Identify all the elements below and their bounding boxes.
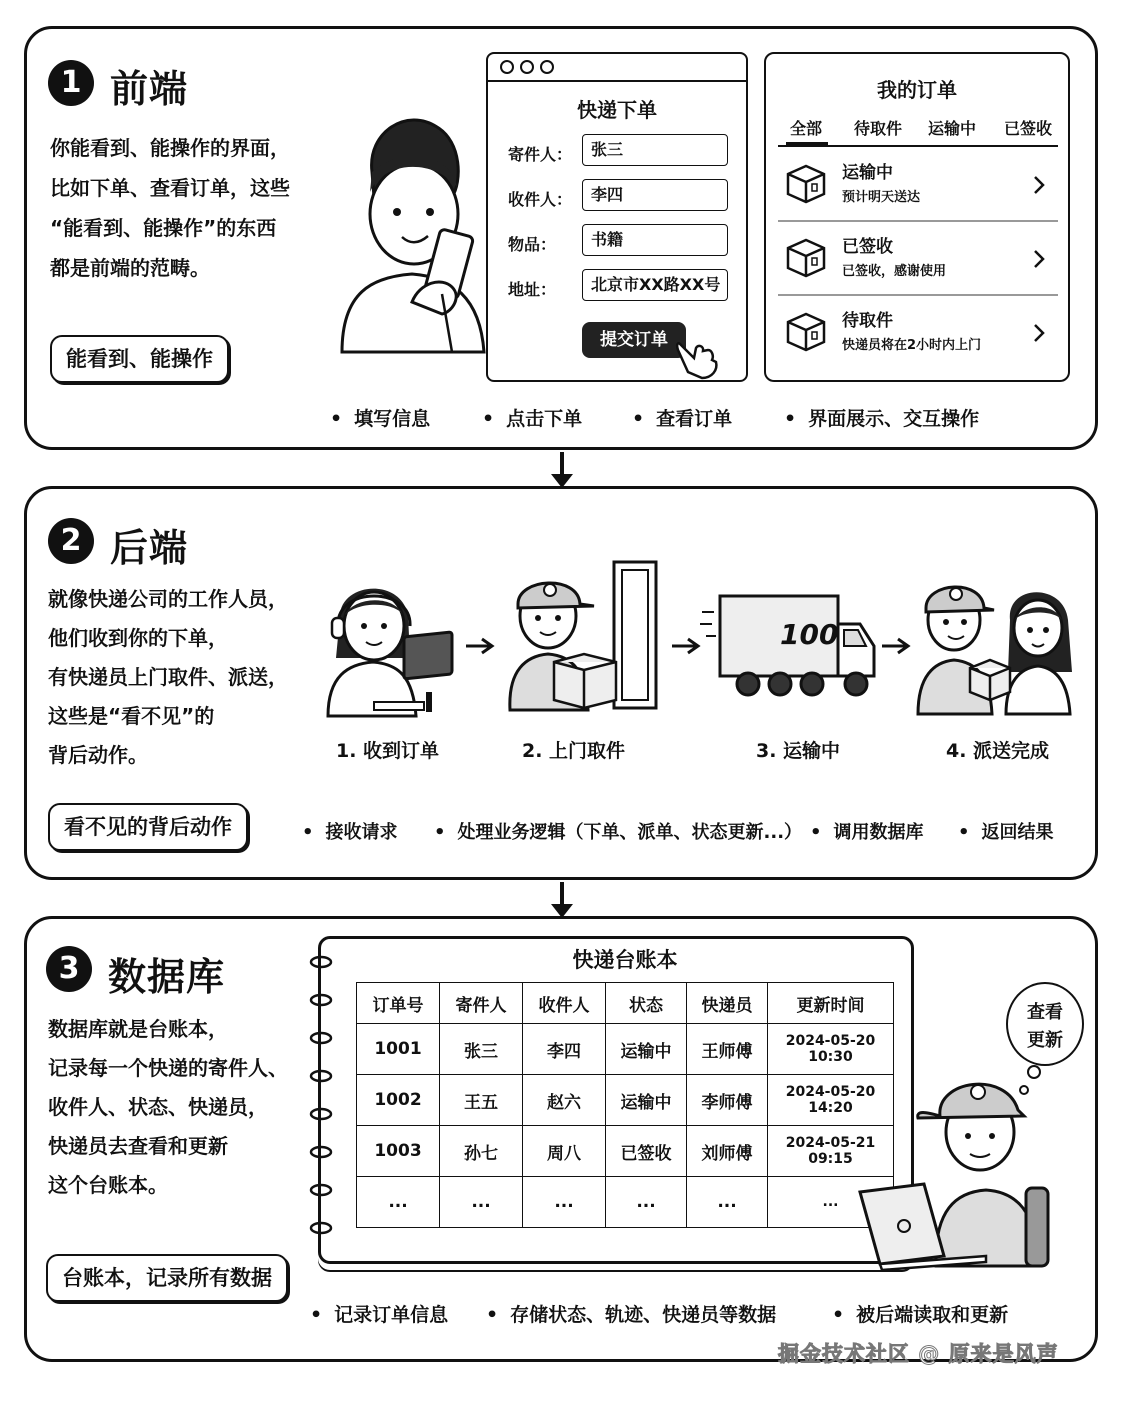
bullet-item: • 接收请求	[302, 818, 398, 844]
section-number-3: 3	[46, 946, 92, 992]
table-cell: 已签收	[606, 1126, 687, 1177]
frontend-title: 前端	[110, 67, 189, 111]
backend-step-label: 1. 收到订单	[336, 740, 440, 762]
bullet-item: • 点击下单	[482, 404, 582, 431]
table-cell: 1003	[357, 1126, 440, 1177]
table-cell: 2024-05-20 10:30	[768, 1024, 894, 1075]
item-label: 物品：	[508, 235, 557, 254]
table-row[interactable]	[357, 1075, 894, 1126]
thought-text: 查看	[1027, 1002, 1063, 1023]
table-cell: 运输中	[606, 1075, 687, 1126]
tab-in-transit[interactable]: 运输中	[928, 119, 977, 138]
table-cell: ...	[768, 1177, 894, 1228]
window-dot-icon	[520, 60, 534, 74]
desc-line: 就像快递公司的工作人员，	[48, 587, 288, 611]
desc-line: “能看到、能操作”的东西	[50, 216, 277, 240]
window-titlebar	[488, 54, 746, 82]
address-field[interactable]: 北京市XX路XX号	[582, 269, 728, 301]
section-number-2: 2	[48, 518, 94, 564]
desc-line: 背后动作。	[48, 743, 148, 767]
database-description	[48, 1010, 288, 1205]
row-divider	[778, 294, 1058, 296]
thought-bubble	[1006, 982, 1084, 1066]
chevron-right-icon	[1032, 174, 1046, 196]
table-cell: 张三	[440, 1024, 523, 1075]
window-dot-icon	[540, 60, 554, 74]
package-icon	[784, 162, 828, 206]
desc-line: 他们收到你的下单，	[48, 626, 228, 650]
database-title: 数据库	[108, 955, 226, 999]
desc-line: 这些是“看不见”的	[48, 704, 215, 728]
order-status: 已签收	[842, 237, 893, 257]
bullet-item: • 填写信息	[330, 404, 430, 431]
column-header: 状态	[606, 983, 687, 1024]
package-icon	[784, 236, 828, 280]
backend-step-label: 3. 运输中	[756, 740, 841, 762]
package-icon	[784, 310, 828, 354]
table-cell: 刘师傅	[687, 1126, 768, 1177]
column-header: 订单号	[357, 983, 440, 1024]
order-list-item[interactable]	[778, 224, 1054, 294]
window-dot-icon	[500, 60, 514, 74]
bullet-item: • 界面展示、交互操作	[784, 404, 979, 431]
desc-line: 这个台账本。	[48, 1173, 168, 1197]
truck-number: 100	[780, 618, 839, 651]
order-note: 快递员将在2小时内上门	[842, 338, 982, 353]
right-arrow-icon	[670, 636, 702, 656]
table-row[interactable]	[357, 1024, 894, 1075]
bullet-item: • 处理业务逻辑（下单、派单、状态更新...）	[434, 818, 802, 844]
backend-summary-pill: 看不见的背后动作	[48, 803, 248, 851]
bullet-item: • 查看订单	[632, 404, 732, 431]
table-header-row	[357, 983, 894, 1024]
courier-at-laptop-illustration	[856, 1060, 1066, 1272]
bullet-item: • 记录订单信息	[310, 1300, 448, 1327]
desc-line: 都是前端的范畴。	[50, 256, 210, 280]
desc-line: 你能看到、能操作的界面，	[50, 136, 290, 160]
tab-awaiting-pickup[interactable]: 待取件	[854, 119, 903, 138]
tab-delivered[interactable]: 已签收	[1004, 119, 1053, 138]
ledger-table	[356, 982, 894, 1228]
table-cell: 李四	[523, 1024, 606, 1075]
frontend-description	[50, 128, 290, 288]
submit-order-button[interactable]: 提交订单	[582, 322, 686, 358]
recipient-label: 收件人：	[508, 190, 573, 209]
desc-line: 记录每一个快递的寄件人、	[48, 1056, 288, 1080]
column-header: 收件人	[523, 983, 606, 1024]
column-header: 寄件人	[440, 983, 523, 1024]
backend-description	[48, 580, 288, 775]
table-cell: 周八	[523, 1126, 606, 1177]
table-cell: ...	[357, 1177, 440, 1228]
table-cell: 运输中	[606, 1024, 687, 1075]
table-cell: ...	[606, 1177, 687, 1228]
desc-line: 有快递员上门取件、派送，	[48, 665, 288, 689]
table-cell: 2024-05-21 09:15	[768, 1126, 894, 1177]
desc-line: 快递员去查看和更新	[48, 1134, 228, 1158]
courier-pickup-illustration	[498, 560, 660, 718]
desc-line: 数据库就是台账本，	[48, 1017, 228, 1041]
order-list-item[interactable]	[778, 298, 1054, 368]
person-with-phone-illustration	[312, 102, 492, 372]
sender-field[interactable]: 张三	[582, 134, 728, 166]
table-cell: ...	[687, 1177, 768, 1228]
table-cell: 王五	[440, 1075, 523, 1126]
table-row[interactable]	[357, 1126, 894, 1177]
chevron-right-icon	[1032, 322, 1046, 344]
table-row[interactable]	[357, 1177, 894, 1228]
table-cell: 孙七	[440, 1126, 523, 1177]
right-arrow-icon	[464, 636, 496, 656]
column-header: 快递员	[687, 983, 768, 1024]
backend-title: 后端	[110, 526, 189, 570]
table-cell: 赵六	[523, 1075, 606, 1126]
order-form-title: 快递下单	[577, 98, 657, 122]
order-note: 预计明天送达	[842, 190, 921, 205]
desc-line: 比如下单、查看订单，这些	[50, 176, 290, 200]
pointing-hand-icon	[674, 336, 722, 380]
thought-text: 更新	[1027, 1030, 1063, 1051]
row-divider	[778, 220, 1058, 222]
bullet-item: • 返回结果	[958, 818, 1054, 844]
order-status: 待取件	[842, 311, 893, 331]
package-handoff-illustration	[914, 564, 1080, 718]
column-header: 更新时间	[768, 983, 894, 1024]
table-cell: 王师傅	[687, 1024, 768, 1075]
table-cell: 李师傅	[687, 1075, 768, 1126]
address-label: 地址：	[508, 280, 557, 299]
table-cell: 1002	[357, 1075, 440, 1126]
ledger-title: 快递台账本	[572, 948, 678, 972]
my-orders-title: 我的订单	[877, 78, 957, 102]
spiral-binding-icon	[306, 954, 336, 1244]
database-summary-pill: 台账本，记录所有数据	[46, 1254, 288, 1302]
chevron-right-icon	[1032, 248, 1046, 270]
item-field[interactable]: 书籍	[582, 224, 728, 256]
desc-line: 收件人、状态、快递员，	[48, 1095, 268, 1119]
tabs-divider	[778, 145, 1058, 147]
delivery-truck-illustration	[700, 590, 880, 702]
sender-label: 寄件人：	[508, 145, 573, 164]
my-orders-window	[764, 52, 1070, 382]
table-cell: 1001	[357, 1024, 440, 1075]
bullet-item: • 调用数据库	[810, 818, 924, 844]
order-form-window	[486, 52, 748, 382]
tab-all[interactable]: 全部	[790, 119, 823, 138]
order-status: 运输中	[842, 163, 893, 183]
frontend-summary-pill: 能看到、能操作	[50, 335, 229, 383]
section-number-1: 1	[48, 60, 94, 106]
order-list-item[interactable]	[778, 150, 1054, 220]
backend-step-label: 4. 派送完成	[946, 740, 1050, 762]
bullet-item: • 被后端读取和更新	[832, 1300, 1008, 1327]
table-cell: ...	[440, 1177, 523, 1228]
customer-service-agent-illustration	[318, 566, 460, 718]
bullet-item: • 存储状态、轨迹、快递员等数据	[486, 1300, 776, 1327]
recipient-field[interactable]: 李四	[582, 179, 728, 211]
right-arrow-icon	[880, 636, 912, 656]
table-cell: ...	[523, 1177, 606, 1228]
order-note: 已签收，感谢使用	[842, 264, 947, 279]
backend-step-label: 2. 上门取件	[522, 740, 626, 762]
table-cell: 2024-05-20 14:20	[768, 1075, 894, 1126]
watermark: 掘金技术社区 @ 原来是风声	[778, 1342, 1059, 1366]
